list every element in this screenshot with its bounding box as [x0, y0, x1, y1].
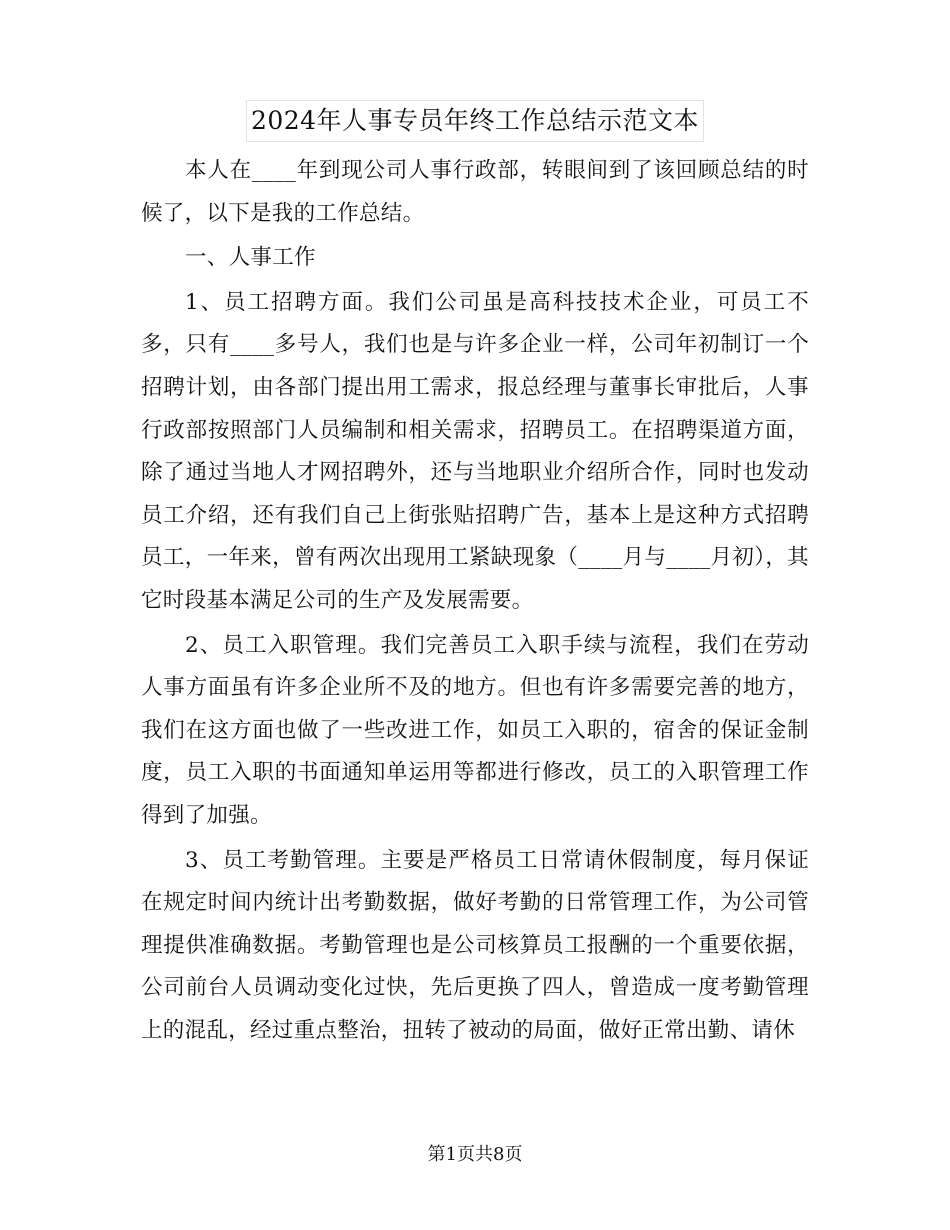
- title-wrap: [0, 100, 950, 142]
- paragraph-intro: 本人在____年到现公司人事行政部，转眼间到了该回顾总结的时候了，以下是我的工作总结。: [141, 158, 809, 226]
- document-title: 2024年人事专员年终工作总结示范文本: [246, 100, 704, 142]
- paragraph-recruitment: 1、员工招聘方面。我们公司虽是高科技技术企业，可员工不多，只有____多号人，我们也是与许多企业一样，公司年初制订一个招聘计划，由各部门提出用工需求，报总经理与董事长审批后，人事行政部按照部门人员编制和相关需求，招聘员工。在招聘渠道方面，除了通过当地人才网招聘外，还与当地职业介绍所合作，同时也发动员工介绍，还有我们自己上街张贴招聘广告，基本上是这种方式招聘员工，一年来，曾有两次出现用工紧缺现象（____月与____月初），其它时段基本满足公司的生产及发展需要。: [141, 289, 809, 613]
- document-body: [141, 150, 809, 1054]
- paragraph-attendance: 3、员工考勤管理。主要是严格员工日常请休假制度，每月保证在规定时间内统计出考勤数据，做好考勤的日常管理工作，为公司管理提供准确数据。考勤管理也是公司核算员工报酬的一个重要依据，公司前台人员调动变化过快，先后更换了四人，曾造成一度考勤管理上的混乱，经过重点整治，扭转了被动的局面，做好正常出勤、请休: [141, 847, 809, 1043]
- paragraph-onboarding: 2、员工入职管理。我们完善员工入职手续与流程，我们在劳动人事方面虽有许多企业所不及的地方。但也有许多需要完善的地方，我们在这方面也做了一些改进工作，如员工入职的，宿舍的保证金制度，员工入职的书面通知单运用等都进行修改，员工的入职管理工作得到了加强。: [141, 632, 809, 828]
- section-heading-hr: 一、人事工作: [185, 245, 316, 271]
- page-number: 第1页共8页: [427, 1144, 523, 1165]
